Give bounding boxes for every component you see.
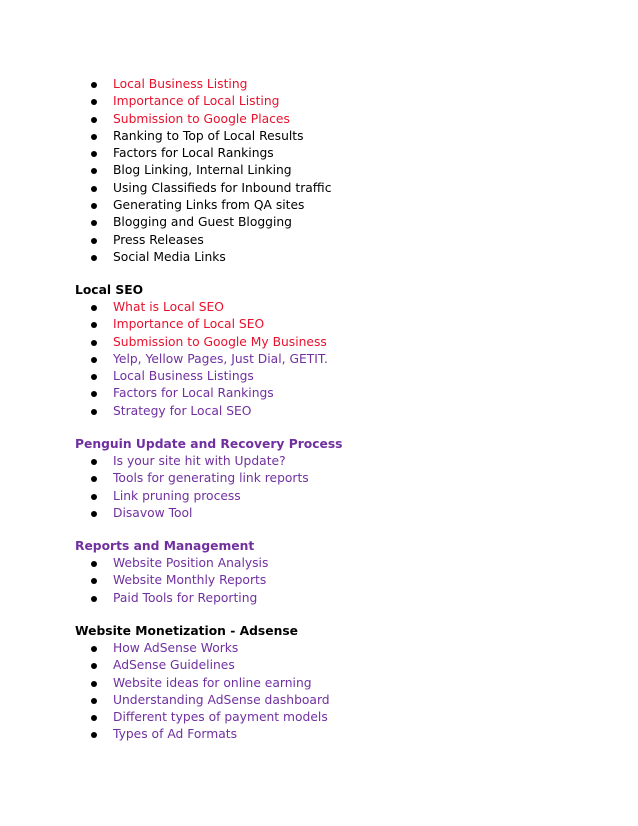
section-heading-reports-management: Reports and Management	[75, 539, 255, 553]
section-heading-local-seo: Local SEO	[75, 283, 144, 297]
section-heading-website-monetization: Website Monetization - Adsense	[75, 624, 298, 638]
section-4-list	[0, 555, 268, 607]
list-item: Press Releases	[0, 232, 331, 249]
list-item: Blog Linking, Internal Linking	[0, 162, 331, 179]
list-item: Submission to Google Places	[0, 111, 331, 128]
list-item: Paid Tools for Reporting	[0, 590, 268, 607]
list-item: Factors for Local Rankings	[0, 145, 331, 162]
list-item: Types of Ad Formats	[0, 726, 330, 743]
section-heading-penguin-update: Penguin Update and Recovery Process	[75, 437, 343, 451]
list-item: Local Business Listings	[0, 368, 328, 385]
section-2-list	[0, 299, 328, 420]
list-item: Generating Links from QA sites	[0, 197, 331, 214]
list-item: Social Media Links	[0, 249, 331, 266]
list-item: Is your site hit with Update?	[0, 453, 309, 470]
section-1-list	[0, 76, 331, 266]
list-item: Using Classifieds for Inbound traffic	[0, 180, 331, 197]
list-item: Importance of Local Listing	[0, 93, 331, 110]
list-item: Disavow Tool	[0, 505, 309, 522]
list-item: Website Position Analysis	[0, 555, 268, 572]
list-item: Understanding AdSense dashboard	[0, 692, 330, 709]
list-item: How AdSense Works	[0, 640, 330, 657]
list-item: Yelp, Yellow Pages, Just Dial, GETIT.	[0, 351, 328, 368]
list-item: Ranking to Top of Local Results	[0, 128, 331, 145]
section-5-list	[0, 640, 330, 744]
list-item: Strategy for Local SEO	[0, 403, 328, 420]
list-item: Link pruning process	[0, 488, 309, 505]
section-3-list	[0, 453, 309, 522]
list-item: Website ideas for online earning	[0, 675, 330, 692]
list-item: Tools for generating link reports	[0, 470, 309, 487]
list-item: Different types of payment models	[0, 709, 330, 726]
list-item: Importance of Local SEO	[0, 316, 328, 333]
list-item: Factors for Local Rankings	[0, 385, 328, 402]
list-item: AdSense Guidelines	[0, 657, 330, 674]
list-item: What is Local SEO	[0, 299, 328, 316]
list-item: Website Monthly Reports	[0, 572, 268, 589]
list-item: Local Business Listing	[0, 76, 331, 93]
list-item: Submission to Google My Business	[0, 334, 328, 351]
list-item: Blogging and Guest Blogging	[0, 214, 331, 231]
